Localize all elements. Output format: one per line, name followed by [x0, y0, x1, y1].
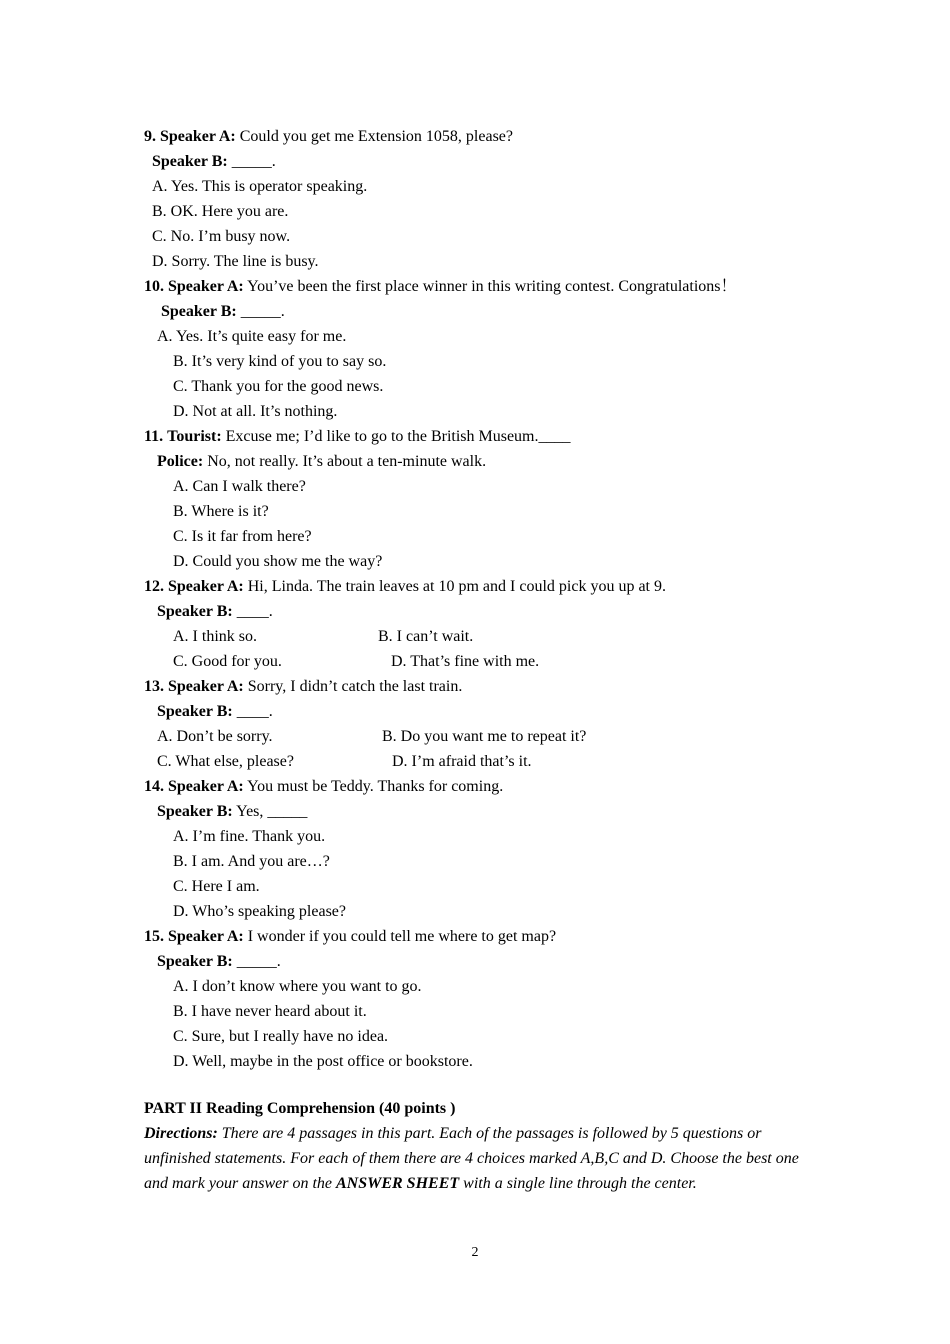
speaker-b-line [157, 799, 307, 824]
question-number: 14. [144, 778, 164, 795]
question-10 [144, 274, 737, 299]
speaker-b-label: Speaker B: [161, 303, 237, 320]
option-a: A. Yes. It’s quite easy for me. [157, 328, 347, 345]
answer-sheet-emphasis: ANSWER SHEET [335, 1175, 460, 1192]
speaker-a-text: You’ve been the first place winner in this writing contest. Congratulations！ [243, 278, 737, 295]
option-c: C. Good for you. [173, 653, 282, 670]
directions-text: There are 4 passages in this part. Each of the passages is followed by 5 questions or unfinished statements. For each of them there are 4 choices marked A,B,C and D. Choose the best one and mark your answer on the [144, 1125, 799, 1192]
option-a: A. Can I walk there? [173, 478, 306, 495]
speaker-a-label: Speaker A: [168, 778, 244, 795]
option-c: C. Thank you for the good news. [173, 378, 384, 395]
option-b: B. Do you want me to repeat it? [382, 728, 587, 745]
speaker-b-label: Speaker B: [152, 153, 228, 170]
police-line [157, 449, 486, 474]
directions-label: Directions: [144, 1125, 218, 1142]
question-number: 13. [144, 678, 164, 695]
speaker-b-line [161, 299, 285, 324]
question-number: 10. [144, 278, 164, 295]
option-a: A. I don’t know where you want to go. [173, 978, 422, 995]
police-label: Police: [157, 453, 204, 470]
speaker-a-text: Hi, Linda. The train leaves at 10 pm and I could pick you up at 9. [243, 578, 666, 595]
speaker-a-text: You must be Teddy. Thanks for coming. [243, 778, 504, 795]
speaker-b-text: ____. [232, 703, 273, 720]
option-a: A. I think so. [173, 628, 257, 645]
speaker-b-label: Speaker B: [157, 703, 233, 720]
option-a: A. Don’t be sorry. [157, 728, 273, 745]
option-b: B. I am. And you are…? [173, 853, 330, 870]
speaker-a-label: Speaker A: [168, 578, 244, 595]
part2-heading: PART II Reading Comprehension (40 points ) [144, 1100, 456, 1117]
directions-text-end: with a single line through the center. [459, 1175, 697, 1192]
speaker-b-label: Speaker B: [157, 803, 233, 820]
question-number: 12. [144, 578, 164, 595]
question-9 [144, 124, 513, 149]
question-15 [144, 924, 556, 949]
speaker-b-text: _____. [236, 303, 285, 320]
option-c: C. No. I’m busy now. [152, 228, 291, 245]
option-d: D. Sorry. The line is busy. [152, 253, 319, 270]
speaker-b-label: Speaker B: [157, 953, 233, 970]
question-14 [144, 774, 503, 799]
speaker-b-text: Yes, _____ [232, 803, 308, 820]
option-b: B. It’s very kind of you to say so. [173, 353, 387, 370]
speaker-b-text: _____. [227, 153, 276, 170]
option-b: B. I can’t wait. [378, 628, 474, 645]
speaker-a-label: Speaker A: [168, 278, 244, 295]
tourist-label: Tourist: [167, 428, 222, 445]
question-13 [144, 674, 462, 699]
question-number: 9. [144, 128, 156, 145]
question-12 [144, 574, 666, 599]
speaker-a-label: Speaker A: [160, 128, 236, 145]
speaker-b-line [152, 149, 276, 174]
option-d: D. Who’s speaking please? [173, 903, 346, 920]
speaker-a-text: Sorry, I didn’t catch the last train. [243, 678, 463, 695]
speaker-a-text: Could you get me Extension 1058, please? [235, 128, 513, 145]
option-a: A. I’m fine. Thank you. [173, 828, 326, 845]
option-a: A. Yes. This is operator speaking. [152, 178, 368, 195]
police-text: No, not really. It’s about a ten-minute walk. [203, 453, 487, 470]
speaker-b-label: Speaker B: [157, 603, 233, 620]
question-11 [144, 424, 571, 449]
option-b: B. I have never heard about it. [173, 1003, 367, 1020]
speaker-b-line [157, 949, 281, 974]
option-d: D. That’s fine with me. [391, 653, 540, 670]
speaker-b-text: ____. [232, 603, 273, 620]
speaker-a-text: I wonder if you could tell me where to get map? [243, 928, 557, 945]
speaker-b-line [157, 599, 273, 624]
page-number: 2 [471, 1245, 479, 1260]
speaker-a-label: Speaker A: [168, 678, 244, 695]
question-number: 11. [144, 428, 164, 445]
option-c: C. What else, please? [157, 753, 294, 770]
directions-paragraph [144, 1121, 816, 1196]
question-number: 15. [144, 928, 164, 945]
tourist-text: Excuse me; I’d like to go to the British Museum.____ [221, 428, 571, 445]
option-d: D. Well, maybe in the post office or bookstore. [173, 1053, 473, 1070]
speaker-a-label: Speaker A: [168, 928, 244, 945]
option-b: B. Where is it? [173, 503, 269, 520]
option-d: D. I’m afraid that’s it. [392, 753, 532, 770]
option-d: D. Could you show me the way? [173, 553, 383, 570]
option-d: D. Not at all. It’s nothing. [173, 403, 338, 420]
option-c: C. Here I am. [173, 878, 260, 895]
option-c: C. Sure, but I really have no idea. [173, 1028, 389, 1045]
option-b: B. OK. Here you are. [152, 203, 289, 220]
speaker-b-line [157, 699, 273, 724]
speaker-b-text: _____. [232, 953, 281, 970]
option-c: C. Is it far from here? [173, 528, 312, 545]
